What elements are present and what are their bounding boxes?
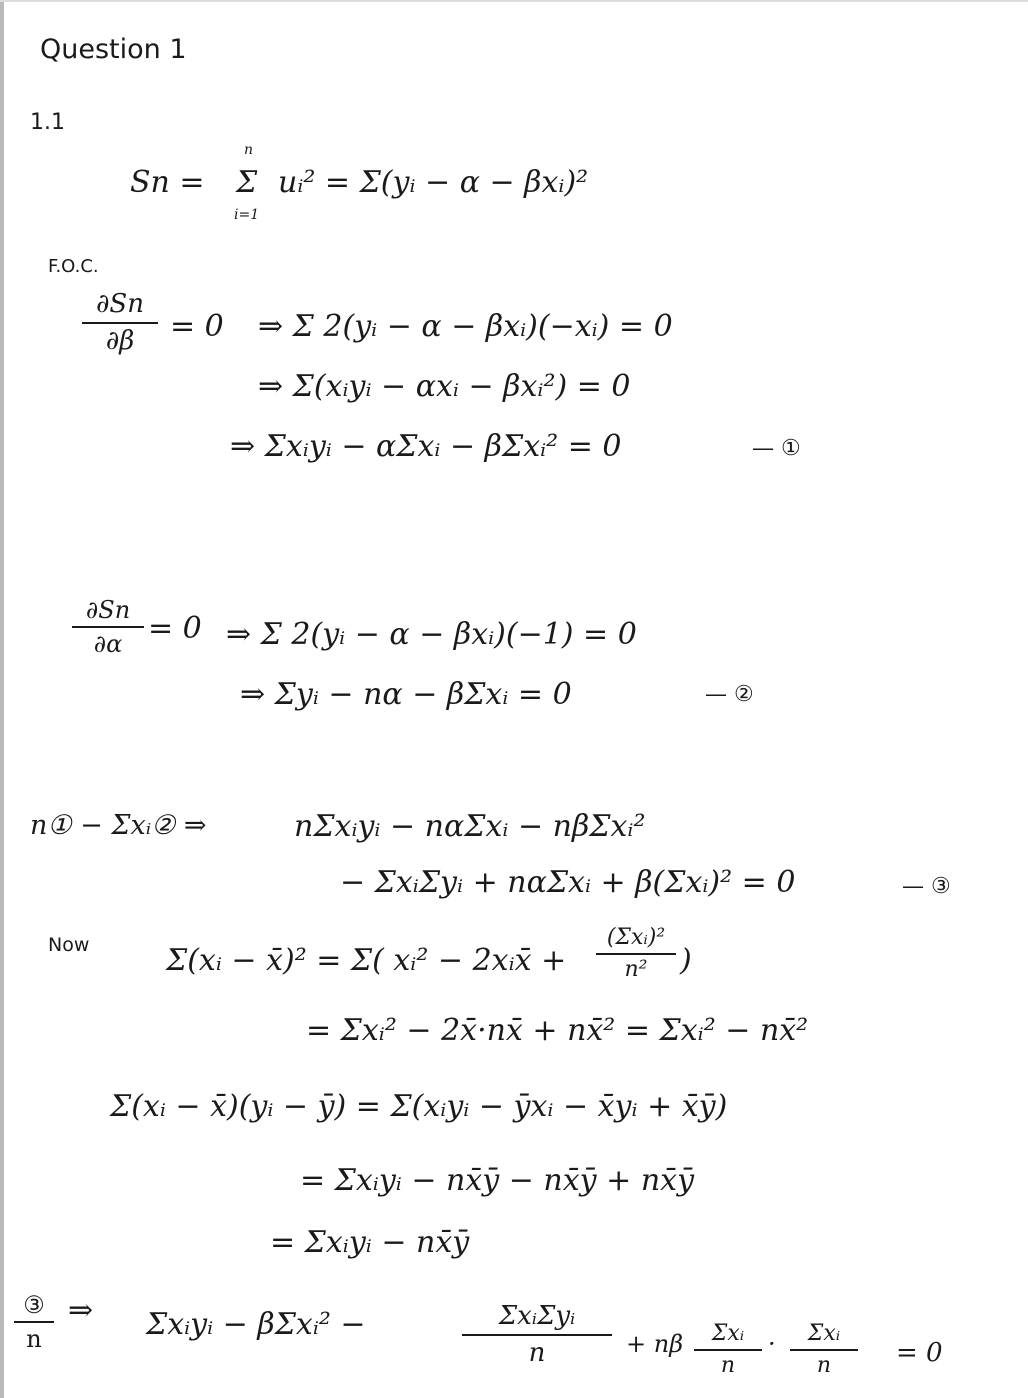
final-plus-n-beta: + nβ xyxy=(626,1330,684,1358)
page-top-border xyxy=(0,0,1028,2)
beta-step-1: ⇒ Σ 2(yᵢ − α − βxᵢ)(−xᵢ) = 0 xyxy=(258,309,673,344)
final-fraction-3-denominator: n xyxy=(816,1353,832,1379)
fraction-bar xyxy=(14,1321,54,1323)
variance-fraction-denominator: n² xyxy=(624,957,648,983)
beta-step-2: ⇒ Σ(xᵢyᵢ − αxᵢ − βxᵢ²) = 0 xyxy=(258,369,631,404)
final-fraction-2 xyxy=(694,1322,762,1378)
equation-tag-3: — ③ xyxy=(902,874,951,899)
sn-definition-body: uᵢ² = Σ(yᵢ − α − βxᵢ)² xyxy=(278,165,589,200)
beta-derivative-fraction xyxy=(82,290,158,355)
beta-step-3: ⇒ Σxᵢyᵢ − αΣxᵢ − βΣxᵢ² = 0 xyxy=(230,429,622,464)
final-dot: · xyxy=(768,1330,776,1358)
sum-lower-limit: i=1 xyxy=(234,207,260,223)
alpha-derivative-fraction xyxy=(72,597,144,658)
final-fraction-1-numerator: ΣxᵢΣyᵢ xyxy=(498,1301,576,1331)
fraction-bar xyxy=(694,1349,762,1351)
final-fraction-2-denominator: n xyxy=(720,1353,736,1379)
variance-close-paren: ) xyxy=(680,943,692,978)
fraction-bar xyxy=(790,1349,858,1351)
final-fraction-2-numerator: Σxᵢ xyxy=(711,1321,745,1346)
page-left-border xyxy=(0,0,4,1398)
alpha-derivative-denominator: ∂α xyxy=(93,630,123,659)
variance-line-1: Σ(xᵢ − x̄)² = Σ( xᵢ² − 2xᵢx̄ + xyxy=(166,943,567,978)
final-fraction-3 xyxy=(790,1322,858,1378)
variance-fraction xyxy=(596,926,676,982)
covariance-line-3: = Σxᵢyᵢ − nx̄ȳ xyxy=(270,1225,470,1260)
sum-upper-limit: n xyxy=(244,142,254,158)
final-part-1: Σxᵢyᵢ − βΣxᵢ² − xyxy=(146,1307,366,1342)
alpha-derivative-eq: = 0 xyxy=(148,611,202,646)
final-fraction-1 xyxy=(462,1302,612,1367)
covariance-line-2: = Σxᵢyᵢ − nx̄ȳ − nx̄ȳ + nx̄ȳ xyxy=(300,1163,695,1198)
fraction-bar xyxy=(596,953,676,955)
beta-derivative-denominator: ∂β xyxy=(105,325,135,356)
foc-label: F.O.C. xyxy=(48,256,99,277)
final-lhs-fraction xyxy=(14,1292,54,1353)
question-title: Question 1 xyxy=(40,34,187,65)
fraction-bar xyxy=(82,322,158,324)
final-lhs-denominator: n xyxy=(26,1325,42,1354)
beta-derivative-eq: = 0 xyxy=(170,309,224,344)
beta-derivative-numerator: ∂Sn xyxy=(95,289,144,319)
variance-line-2: = Σxᵢ² − 2x̄·nx̄ + nx̄² = Σxᵢ² − nx̄² xyxy=(306,1013,809,1048)
combination-line-2: − ΣxᵢΣyᵢ + nαΣxᵢ + β(Σxᵢ)² = 0 xyxy=(340,865,796,900)
sum-symbol: Σ xyxy=(236,165,258,200)
fraction-bar xyxy=(72,626,144,628)
final-arrow: ⇒ xyxy=(68,1293,94,1328)
final-lhs-numerator: ③ xyxy=(23,1291,45,1319)
variance-fraction-numerator: (Σxᵢ)² xyxy=(606,925,666,950)
sn-lhs: Sn = xyxy=(130,165,205,200)
final-fraction-1-denominator: n xyxy=(528,1337,546,1368)
final-fraction-3-numerator: Σxᵢ xyxy=(807,1321,841,1346)
final-eq-zero: = 0 xyxy=(896,1338,943,1368)
fraction-bar xyxy=(462,1334,612,1336)
alpha-step-2: ⇒ Σyᵢ − nα − βΣxᵢ = 0 xyxy=(240,677,572,712)
now-label: Now xyxy=(48,934,90,956)
combination-lhs: n① − Σxᵢ② ⇒ xyxy=(30,810,207,841)
equation-tag-2: — ② xyxy=(705,682,754,707)
section-number: 1.1 xyxy=(30,110,65,135)
combination-line-1: nΣxᵢyᵢ − nαΣxᵢ − nβΣxᵢ² xyxy=(294,809,646,844)
covariance-line-1: Σ(xᵢ − x̄)(yᵢ − ȳ) = Σ(xᵢyᵢ − ȳxᵢ − x̄yᵢ + x̄ȳ) xyxy=(110,1089,728,1124)
alpha-step-1: ⇒ Σ 2(yᵢ − α − βxᵢ)(−1) = 0 xyxy=(226,617,637,652)
equation-tag-1: — ① xyxy=(752,436,801,461)
alpha-derivative-numerator: ∂Sn xyxy=(85,596,131,624)
